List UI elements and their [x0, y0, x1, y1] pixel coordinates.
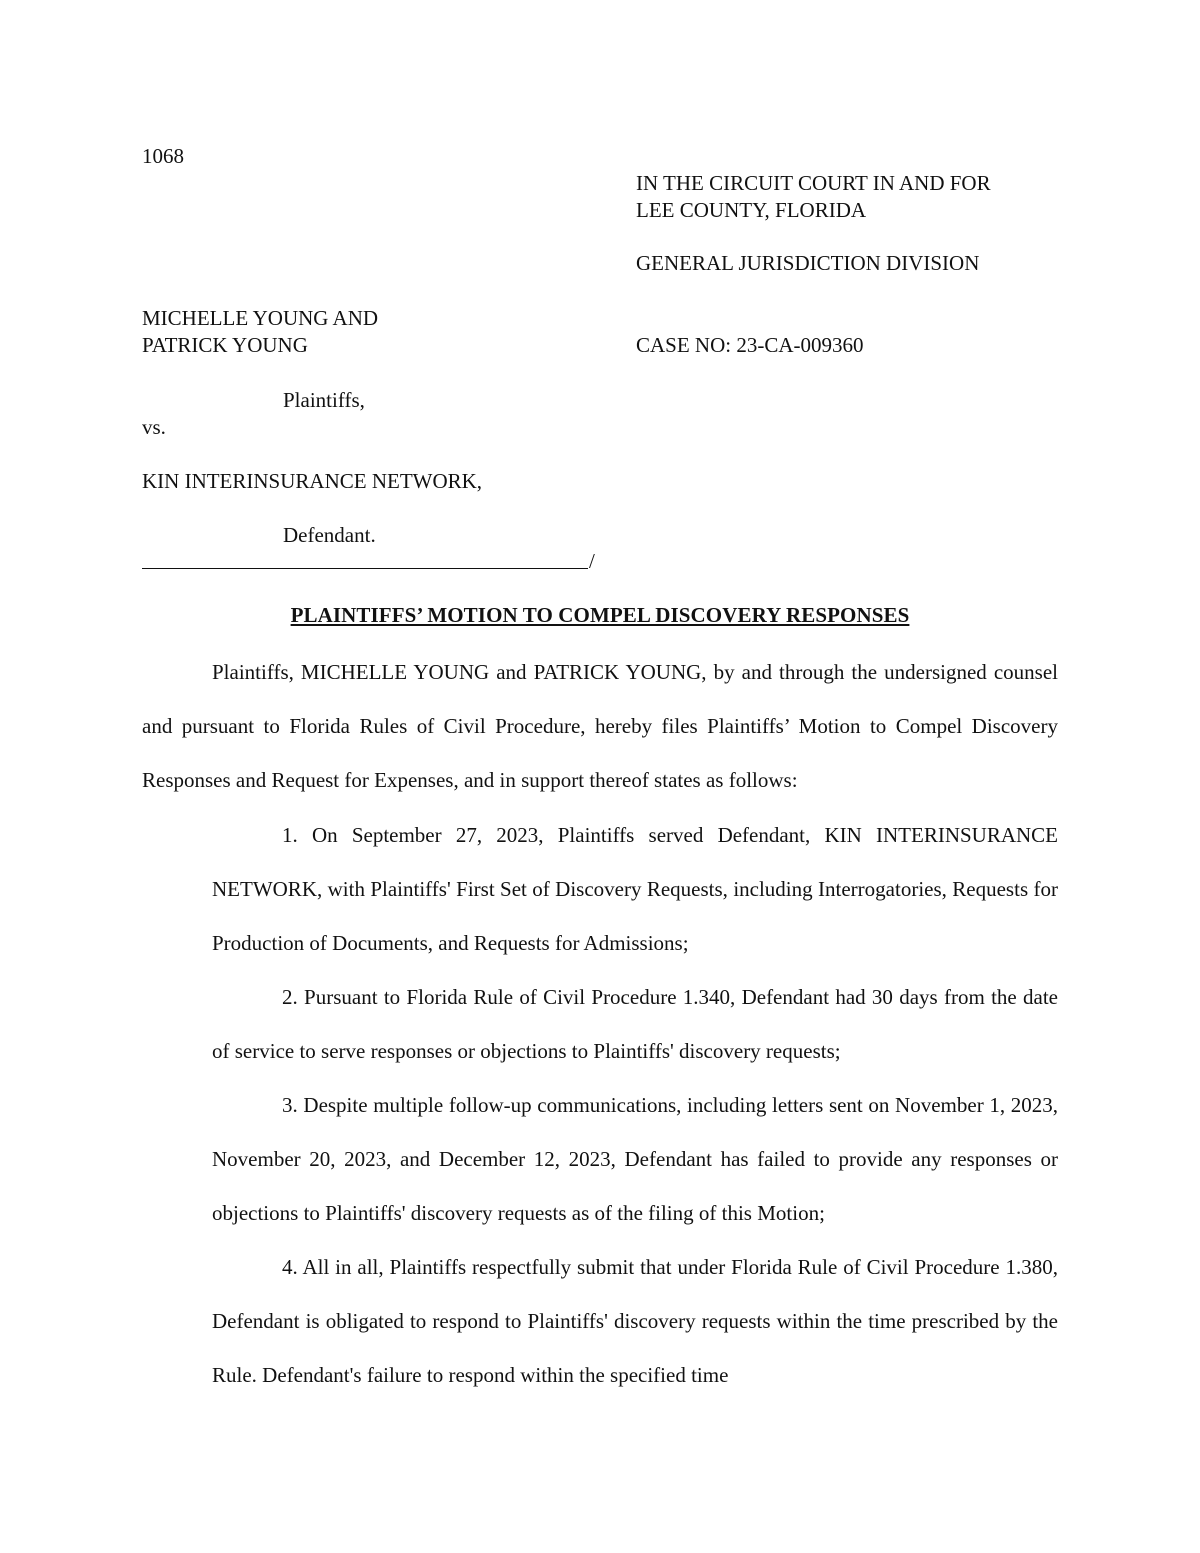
numbered-paragraph-3: 3. Despite multiple follow-up communications, including letters sent on November 1, 2023, November 20, 2023, and December 12, 2023, Defendant has failed to provide any responses or objections to Plaintiffs' discovery requests as of the filing of this Motion; [212, 1093, 1058, 1225]
plaintiff-name-line-1: MICHELLE YOUNG AND [142, 306, 379, 330]
court-heading [636, 170, 991, 224]
versus-label: vs. [142, 415, 166, 439]
case-number: CASE NO: 23-CA-009360 [636, 333, 864, 357]
court-line-2: LEE COUNTY, FLORIDA [636, 198, 867, 222]
plaintiff-names [142, 305, 378, 359]
court-line-1: IN THE CIRCUIT COURT IN AND FOR [636, 171, 991, 195]
numbered-paragraph-1: 1. On September 27, 2023, Plaintiffs served Defendant, KIN INTERINSURANCE NETWORK, with Plaintiffs' First Set of Discovery Requests, including Interrogatories, Requests for Production of Documents, and Requests for Admissions; [212, 823, 1058, 955]
caption-divider-line [142, 568, 588, 569]
motion-title: PLAINTIFFS’ MOTION TO COMPEL DISCOVERY RESPONSES [290, 603, 910, 627]
caption-divider-slash: / [589, 549, 595, 573]
numbered-paragraph-2: 2. Pursuant to Florida Rule of Civil Procedure 1.340, Defendant had 30 days from the date of service to serve responses or objections to Plaintiffs' discovery requests; [212, 985, 1058, 1063]
numbered-paragraph-4: 4. All in all, Plaintiffs respectfully submit that under Florida Rule of Civil Procedure 1.380, Defendant is obligated to respond to Plaintiffs' discovery requests within the time prescribed by the Rule. Defendant's failure to respond within the specified time [212, 1255, 1058, 1387]
document-number: 1068 [142, 144, 184, 168]
division-heading: GENERAL JURISDICTION DIVISION [636, 251, 980, 275]
defendant-name: KIN INTERINSURANCE NETWORK, [142, 469, 483, 493]
plaintiffs-label: Plaintiffs, [283, 388, 365, 412]
intro-paragraph: Plaintiffs, MICHELLE YOUNG and PATRICK YOUNG, by and through the undersigned counsel and pursuant to Florida Rules of Civil Procedure, hereby files Plaintiffs’ Motion to Compel Discovery Responses and Request for Expenses, and in support thereof states as follows: [142, 660, 1058, 792]
plaintiff-name-line-2: PATRICK YOUNG [142, 333, 308, 357]
defendant-label: Defendant. [283, 523, 376, 547]
